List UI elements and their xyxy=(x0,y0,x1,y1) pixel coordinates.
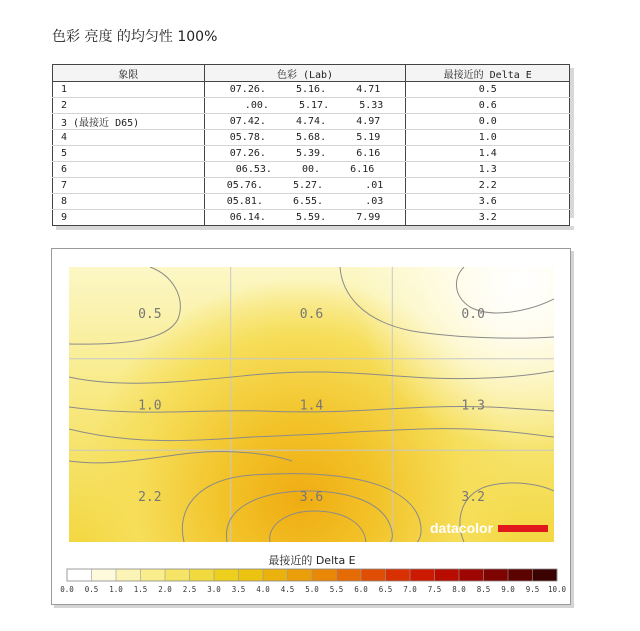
scale-tick-label: 1.5 xyxy=(133,585,148,594)
scale-tick-label: 10.0 xyxy=(547,585,567,594)
watermark-text: datacolor xyxy=(430,520,494,536)
cell-quadrant: 5 xyxy=(53,146,205,162)
scale-tick-label: 7.0 xyxy=(403,585,417,594)
cell-value-label: 0.0 xyxy=(461,306,485,322)
cell-value-label: 1.3 xyxy=(461,398,485,414)
table-shadow xyxy=(56,226,574,230)
cell-delta-e: 0.6 xyxy=(406,98,570,114)
cell-lab: 05.78. 5.68. 5.19 xyxy=(204,130,406,146)
cell-lab: 07.26. 5.16. 4.71 xyxy=(204,82,406,98)
cell-value-label: 0.5 xyxy=(138,306,162,322)
cell-quadrant: 6 xyxy=(53,162,205,178)
cell-quadrant: 9 xyxy=(53,210,205,226)
header-delta-e: 最接近的 Delta E xyxy=(406,65,570,82)
cell-value-label: 2.2 xyxy=(138,490,162,506)
cell-lab: 06.53. 00. 6.16 xyxy=(204,162,406,178)
cell-quadrant: 7 xyxy=(53,178,205,194)
scale-tick-label: 5.5 xyxy=(329,585,344,594)
scale-swatch xyxy=(361,569,386,581)
cell-delta-e: 0.0 xyxy=(406,114,570,130)
cell-delta-e: 0.5 xyxy=(406,82,570,98)
scale-swatch xyxy=(67,569,92,581)
table-row xyxy=(53,98,570,114)
scale-tick-label: 4.0 xyxy=(256,585,270,594)
cell-delta-e: 1.0 xyxy=(406,130,570,146)
scale-tick-label: 7.5 xyxy=(427,585,442,594)
cell-lab: 06.14. 5.59. 7.99 xyxy=(204,210,406,226)
scale-tick-label: 2.0 xyxy=(158,585,172,594)
cell-value-label: 1.0 xyxy=(138,398,162,414)
cell-lab: 05.81. 6.55. .03 xyxy=(204,194,406,210)
uniformity-chart xyxy=(51,248,571,605)
table-row xyxy=(53,114,570,130)
table-row xyxy=(53,194,570,210)
table-row xyxy=(53,82,570,98)
cell-quadrant: 3 (最接近 D65) xyxy=(53,114,205,130)
scale-tick-label: 9.0 xyxy=(501,585,515,594)
scale-tick-label: 8.0 xyxy=(452,585,466,594)
scale-tick-label: 0.5 xyxy=(84,585,99,594)
cell-value-label: 1.4 xyxy=(299,398,324,414)
scale-tick-label: 6.5 xyxy=(378,585,393,594)
cell-delta-e: 1.4 xyxy=(406,146,570,162)
results-table xyxy=(52,64,570,226)
scale-swatch xyxy=(533,569,558,581)
scale-swatch xyxy=(165,569,190,581)
scale-swatch xyxy=(116,569,141,581)
results-table-wrap xyxy=(52,64,570,226)
cell-quadrant: 2 xyxy=(53,98,205,114)
table-row xyxy=(53,162,570,178)
scale-tick-label: 5.0 xyxy=(305,585,319,594)
scale-swatch xyxy=(312,569,337,581)
scale-swatch xyxy=(288,569,313,581)
scale-swatch xyxy=(337,569,362,581)
cell-value-label: 3.2 xyxy=(461,490,485,506)
scale-swatch xyxy=(410,569,435,581)
table-row xyxy=(53,210,570,226)
table-row xyxy=(53,146,570,162)
table-header-row xyxy=(53,65,570,82)
header-quadrant: 象限 xyxy=(53,65,205,82)
watermark-bar xyxy=(498,525,548,532)
cell-delta-e: 1.3 xyxy=(406,162,570,178)
table-row xyxy=(53,178,570,194)
cell-lab: 07.26. 5.39. 6.16 xyxy=(204,146,406,162)
cell-lab: .00. 5.17. 5.33 xyxy=(204,98,406,114)
scale-swatch xyxy=(141,569,166,581)
cell-value-label: 0.6 xyxy=(299,306,324,322)
scale-tick-label: 8.5 xyxy=(476,585,491,594)
scale-tick-label: 3.5 xyxy=(231,585,246,594)
scale-tick-label: 4.5 xyxy=(280,585,295,594)
scale-tick-label: 9.5 xyxy=(525,585,540,594)
scale-tick-label: 6.0 xyxy=(354,585,368,594)
cell-lab: 07.42. 4.74. 4.97 xyxy=(204,114,406,130)
scale-swatch xyxy=(459,569,484,581)
scale-tick-label: 2.5 xyxy=(182,585,197,594)
cell-quadrant: 1 xyxy=(53,82,205,98)
scale-swatch xyxy=(386,569,411,581)
chart-title: 最接近的 Delta E xyxy=(268,554,356,567)
cell-quadrant: 8 xyxy=(53,194,205,210)
cell-lab: 05.76. 5.27. .01 xyxy=(204,178,406,194)
table-row xyxy=(53,130,570,146)
scale-swatch xyxy=(92,569,117,581)
cell-delta-e: 3.6 xyxy=(406,194,570,210)
table-shadow xyxy=(570,68,574,218)
scale-tick-label: 1.0 xyxy=(109,585,123,594)
scale-swatch xyxy=(484,569,509,581)
cell-delta-e: 3.2 xyxy=(406,210,570,226)
scale-swatch xyxy=(190,569,215,581)
scale-swatch xyxy=(263,569,288,581)
scale-tick-label: 0.0 xyxy=(60,585,74,594)
cell-delta-e: 2.2 xyxy=(406,178,570,194)
cell-value-label: 3.6 xyxy=(299,490,324,506)
header-color-lab: 色彩 (Lab) xyxy=(204,65,406,82)
cell-quadrant: 4 xyxy=(53,130,205,146)
chart-canvas xyxy=(52,249,572,606)
page-title: 色彩 亮度 的均匀性 100% xyxy=(52,29,218,45)
scale-swatch xyxy=(508,569,533,581)
scale-swatch xyxy=(435,569,460,581)
scale-swatch xyxy=(214,569,239,581)
scale-tick-label: 3.0 xyxy=(207,585,221,594)
scale-swatch xyxy=(239,569,264,581)
